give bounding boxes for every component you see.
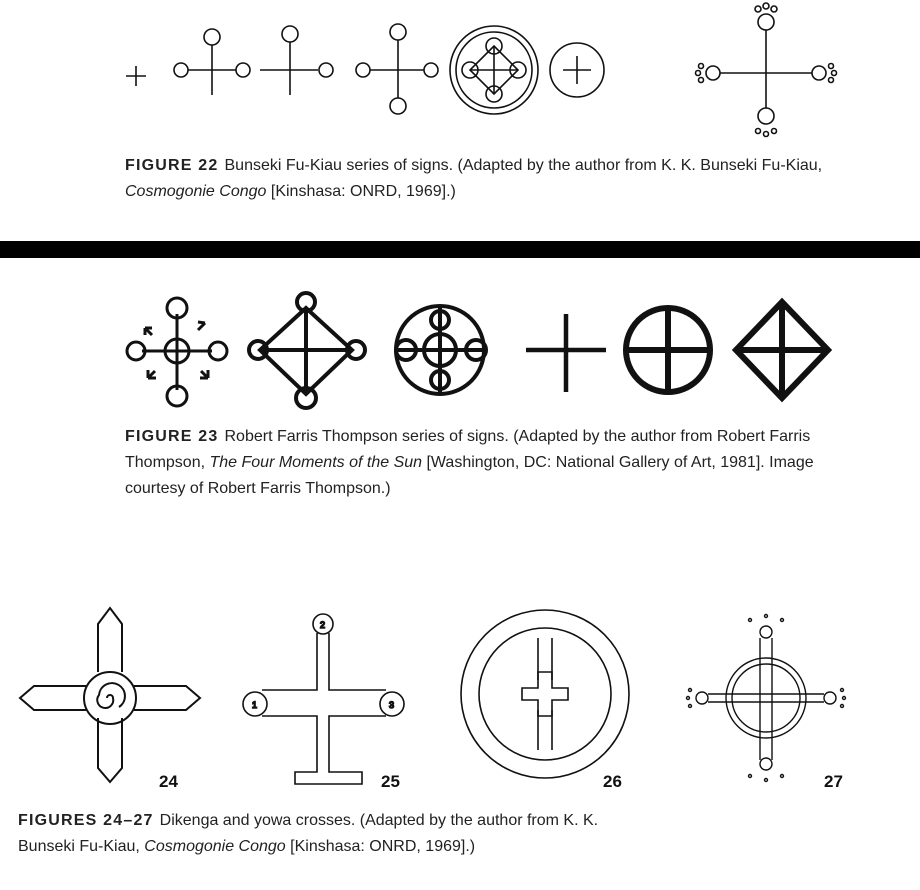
page-divider-bar (0, 241, 920, 258)
figure-22-book-title: Cosmogonie Congo (125, 183, 267, 200)
figure-22-text: Bunseki Fu-Kiau series of signs. (Adapted by the author from K. K. Bunseki Fu-Kiau, (224, 157, 823, 174)
figure-23-label: FIGURE 23 (125, 428, 219, 445)
sign-cross-four-circles (356, 24, 438, 114)
sign-cross-three-circles-b (260, 26, 333, 95)
figures-24-27-caption (18, 808, 658, 860)
sign-bold-cross (526, 314, 606, 392)
figure-22-label: FIGURE 22 (125, 157, 219, 174)
figure-23-book-title: The Four Moments of the Sun (209, 454, 423, 471)
sign-dikenga-circle (450, 26, 538, 114)
figures-24-27-publication: [Kinshasa: ONRD, 1969].) (285, 838, 476, 855)
figures-24-27-signs (0, 590, 920, 800)
figures-24-27-book-title: Cosmogonie Congo (144, 838, 286, 855)
cross-25-mark-1: 1 (252, 700, 258, 710)
figure-23-publication: [Washington, DC: National Gallery of Art, 1981]. Image courtesy of Robert Farris Thompson.) (125, 454, 814, 497)
sign-cross-circles-arrows (127, 298, 227, 406)
figure-22 (0, 0, 920, 240)
figure-number-25: 25 (381, 772, 400, 791)
figure-number-26: 26 (603, 772, 622, 791)
sign-bold-diamond (736, 302, 828, 398)
sign-cross-with-dots (696, 3, 837, 137)
sign-cross-three-circles (174, 29, 250, 95)
cross-25-mark-3: 3 (389, 700, 395, 710)
figure-23-text: Robert Farris Thompson series of signs. (Adapted by the author from Robert Farris Thompson, (125, 428, 811, 471)
cross-24-spiral (20, 608, 200, 782)
cross-25-numbered (243, 614, 404, 784)
sign-bold-circled-cross (626, 308, 710, 392)
sign-circled-cross (550, 43, 604, 97)
figures-24-27 (0, 590, 920, 890)
figure-23 (0, 258, 920, 518)
figure-number-27: 27 (824, 772, 843, 791)
cross-25-mark-2: 2 (320, 620, 326, 630)
figures-24-27-text: Dikenga and yowa crosses. (Adapted by the author from K. K. Bunseki Fu-Kiau, (18, 812, 599, 855)
figure-23-caption (125, 424, 825, 502)
figure-22-publication: [Kinshasa: ONRD, 1969].) (266, 183, 456, 200)
sign-circle-cross-circles (396, 306, 486, 394)
cross-27-yowa (687, 615, 846, 782)
cross-26-circle (461, 610, 629, 778)
sign-plain-cross (126, 66, 146, 86)
figures-24-27-label: FIGURES 24–27 (18, 812, 154, 829)
sign-diamond-circles (249, 293, 365, 408)
figure-22-signs (0, 0, 920, 150)
figure-22-caption (125, 153, 845, 205)
figure-number-24: 24 (159, 772, 178, 791)
figure-23-signs (0, 258, 920, 418)
